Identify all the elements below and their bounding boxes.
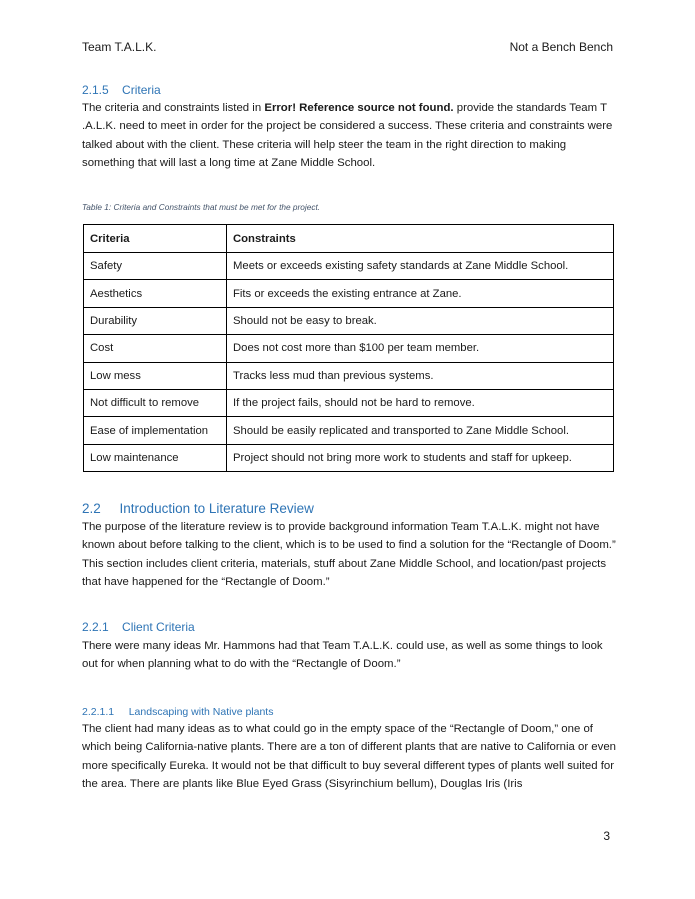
heading-number: 2.2.1.1 [82,706,115,718]
paragraph-text: provide the standards Team T .A.L.K. need to meet in order for the project be considered a success. These criteria and constraints were talked about with the client. These criteria will help steer the team in the right direction to making something that will last a long time at Zane Middle School. [82,102,613,169]
heading-title: Landscaping with Native plants [128,706,274,718]
criteria-cell: Safety [84,253,227,280]
table-caption: Table 1: Criteria and Constraints that must be met for the project. [82,202,321,212]
heading-number: 2.1.5 [82,83,109,97]
header-project-title: Not a Bench Bench [509,40,613,54]
criteria-cell: Aesthetics [84,280,227,307]
constraint-cell: If the project fails, should not be hard to remove. [227,389,614,416]
header-team-name: Team T.A.L.K. [82,40,157,54]
criteria-cell: Low maintenance [84,444,227,471]
constraint-cell: Does not cost more than $100 per team member. [227,335,614,362]
native-plants-paragraph: The client had many ideas as to what could go in the empty space of the “Rectangle of Doom,” one of which being California-native plants. There are a ton of different plants that are native to California or even more specifically Eureka. It would not be that difficult to buy several different types of plants well suited for the area. There are plants like Blue Eyed Grass (Sisyrinchium bellum), Douglas Iris (Iris [82,723,616,790]
table-row [84,307,614,334]
table-row [84,389,614,416]
column-header-criteria: Criteria [84,225,227,253]
criteria-cell: Cost [84,335,227,362]
reference-error-text: Error! Reference source not found. [264,102,454,114]
criteria-cell: Durability [84,307,227,334]
constraint-cell: Project should not bring more work to students and staff for upkeep. [227,444,614,471]
paragraph-text: The criteria and constraints listed in [82,102,265,114]
constraint-cell: Meets or exceeds existing safety standards at Zane Middle School. [227,253,614,280]
criteria-cell: Not difficult to remove [84,389,227,416]
heading-title: Introduction to Literature Review [119,501,314,516]
criteria-table [83,224,614,472]
table-row [84,417,614,444]
heading-2-1-5 [82,83,161,97]
heading-2-2-1 [82,620,195,634]
column-header-constraints: Constraints [227,225,614,253]
constraint-cell: Should not be easy to break. [227,307,614,334]
constraint-cell: Should be easily replicated and transported to Zane Middle School. [227,417,614,444]
heading-title: Client Criteria [122,620,195,634]
literature-review-paragraph: The purpose of the literature review is to provide background information Team T.A.L.K. might not have known about before talking to the client, which is to be used to find a solution for the “Rectangle of Doom.” This section includes client criteria, materials, stuff about Zane Middle School, and location/past projects that have happened for the “Rectangle of Doom.” [82,521,616,588]
heading-number: 2.2.1 [82,620,109,634]
table-row [84,362,614,389]
table-row [84,280,614,307]
criteria-cell: Ease of implementation [84,417,227,444]
heading-number: 2.2 [82,501,101,516]
criteria-paragraph [82,99,616,172]
heading-2-2 [82,501,314,516]
heading-2-2-1-1 [82,706,273,718]
table-row [84,444,614,471]
constraint-cell: Tracks less mud than previous systems. [227,362,614,389]
constraint-cell: Fits or exceeds the existing entrance at Zane. [227,280,614,307]
table-row [84,253,614,280]
page-number: 3 [603,829,610,843]
table-header-row [84,225,614,253]
table-row [84,335,614,362]
client-criteria-paragraph: There were many ideas Mr. Hammons had that Team T.A.L.K. could use, as well as some things to look out for when planning what to do with the “Rectangle of Doom.” [82,640,603,671]
heading-title: Criteria [122,83,161,97]
criteria-cell: Low mess [84,362,227,389]
